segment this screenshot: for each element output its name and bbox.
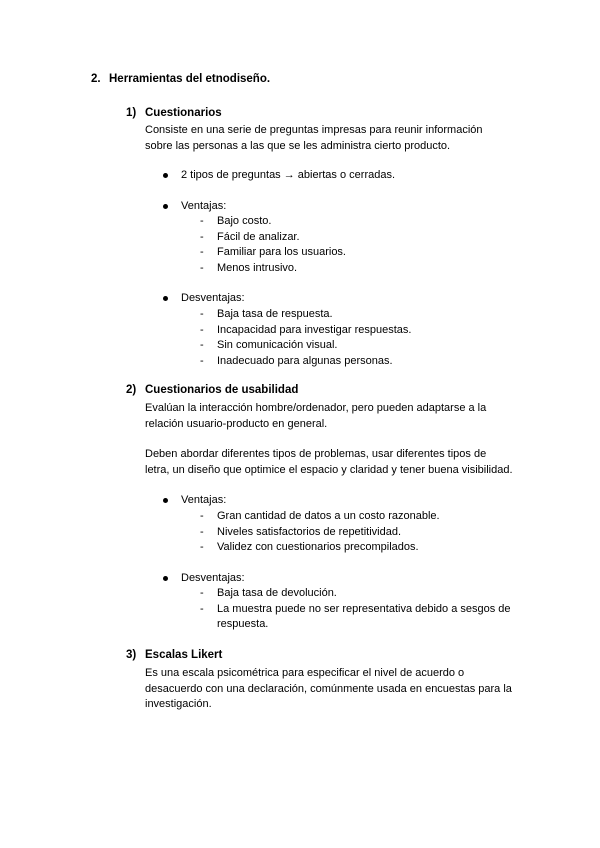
dash-icon: - xyxy=(200,246,204,259)
bullet-text: Ventajas: xyxy=(181,494,227,506)
usabilidad-description-2 xyxy=(145,447,545,478)
bullet-dot-icon xyxy=(163,576,168,581)
description-line: desacuerdo con una declaración, comúnmente usada en encuestas para la xyxy=(145,682,512,695)
subsection-title: Cuestionarios xyxy=(145,107,222,119)
bullet-text: 2 tipos de preguntas → abiertas o cerradas. xyxy=(181,169,396,181)
description-line: Consiste en una serie de preguntas impresas para reunir información xyxy=(145,124,483,136)
dash-icon: - xyxy=(200,261,204,274)
dash-icon: - xyxy=(200,541,204,554)
desventajas-list xyxy=(200,587,560,634)
list-item: - Sin comunicación visual. xyxy=(200,339,338,352)
dash-icon: - xyxy=(200,354,204,367)
list-item: - Inadecuado para algunas personas. xyxy=(200,354,393,367)
description-line: Evalúan la interacción hombre/ordenador, pero pueden adaptarse a la xyxy=(145,402,487,414)
list-item: - Menos intrusivo. xyxy=(200,261,298,274)
list-item: - Fácil de analizar. xyxy=(200,230,300,243)
list-item: - Niveles satisfactorios de repetitividad. xyxy=(200,525,402,538)
section-title: Herramientas del etnodiseño. xyxy=(109,73,271,85)
bullet-dot-icon xyxy=(163,296,168,301)
list-item: - Baja tasa de respuesta. xyxy=(200,308,333,320)
subsection-number: 1) xyxy=(126,107,137,119)
section-number: 2. xyxy=(91,73,101,85)
dash-icon: - xyxy=(200,602,204,615)
bullet-text: Desventajas: xyxy=(181,572,245,584)
subsection-number: 2) xyxy=(126,384,137,396)
bullet-dot-icon xyxy=(163,498,168,503)
dash-icon: - xyxy=(200,323,204,336)
list-item: - Incapacidad para investigar respuestas. xyxy=(200,323,412,336)
description-line: Deben abordar diferentes tipos de problemas, usar diferentes tipos de xyxy=(145,448,487,460)
subsection-number: 3) xyxy=(126,649,137,661)
list-item: - Validez con cuestionarios precompilados. xyxy=(200,541,419,554)
subsection-heading-likert xyxy=(126,649,222,661)
section-heading xyxy=(91,73,270,85)
subsection-title: Cuestionarios de usabilidad xyxy=(145,384,299,396)
dash-icon: - xyxy=(200,587,204,599)
subsection-title: Escalas Likert xyxy=(145,649,223,661)
ventajas-list xyxy=(200,510,560,557)
description-line: Es una escala psicométrica para especificar el nivel de acuerdo o xyxy=(145,667,465,679)
bullet-text: Desventajas: xyxy=(181,292,245,304)
bullet-dot-icon xyxy=(163,173,168,178)
dash-icon: - xyxy=(200,510,204,522)
list-item: - Baja tasa de devolución. xyxy=(200,587,337,599)
description-line: letra, un diseño que optimice el espacio y claridad y tener buena visibilidad. xyxy=(145,463,513,476)
description-line: relación usuario-producto en general. xyxy=(145,417,328,430)
list-item: - Bajo costo. xyxy=(200,215,272,227)
usabilidad-description-1 xyxy=(145,401,545,432)
desventajas-list xyxy=(200,308,560,370)
likert-description xyxy=(145,666,545,713)
dash-icon: - xyxy=(200,308,204,320)
bullet-dot-icon xyxy=(163,204,168,209)
ventajas-list xyxy=(200,215,560,277)
dash-icon: - xyxy=(200,339,204,352)
dash-icon: - xyxy=(200,215,204,227)
subsection-heading-cuestionarios xyxy=(126,107,222,119)
cuestionarios-description xyxy=(145,123,545,154)
bullet-text: Ventajas: xyxy=(181,200,227,212)
list-item: - La muestra puede no ser representativa debido a sesgos de respuesta. xyxy=(200,602,511,631)
list-item: - Familiar para los usuarios. xyxy=(200,246,346,259)
description-line: investigación. xyxy=(145,698,212,711)
description-line: sobre las personas a las que se les administra cierto producto. xyxy=(145,139,451,152)
dash-icon: - xyxy=(200,525,204,538)
subsection-heading-usabilidad xyxy=(126,384,298,396)
dash-icon: - xyxy=(200,230,204,243)
list-item: - Gran cantidad de datos a un costo razonable. xyxy=(200,510,440,522)
